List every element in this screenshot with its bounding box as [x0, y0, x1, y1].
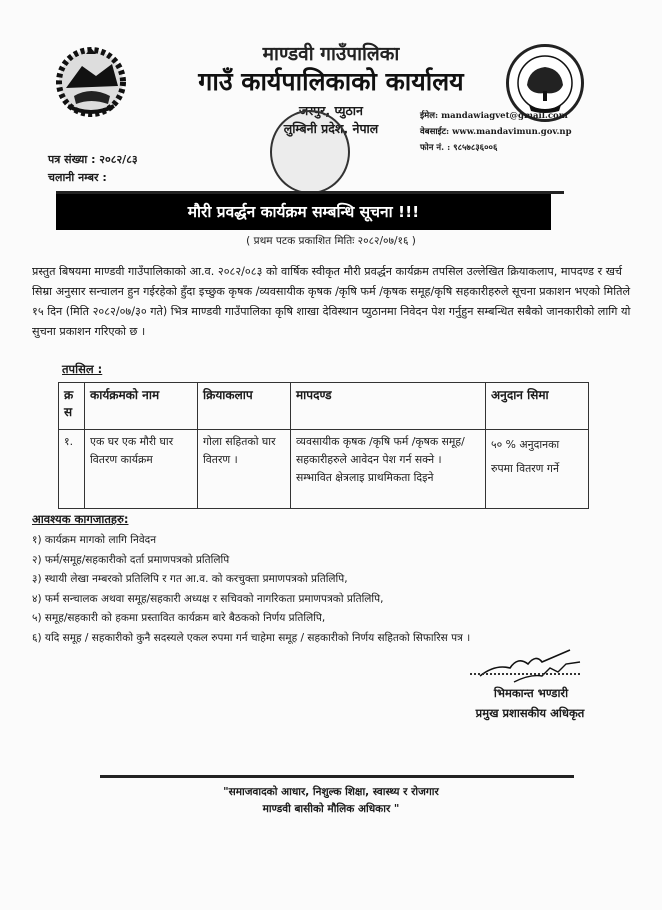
cell-serial: १.: [59, 430, 85, 509]
org-name: माण्डवी गाउँपालिका: [262, 43, 400, 65]
col-activity: क्रियाकलाप: [198, 383, 291, 430]
criteria-line-1: व्यवसायीक कृषक /कृषि फर्म /कृषक समूह/ सहकारीहरुले आवेदन पेश गर्न सक्ने ।: [296, 435, 465, 466]
document-item: ६) यदि समूह / सहकारीको कुनै सदस्यले एकल रुपमा गर्न चाहेमा समूह / सहकारीको निर्णय सहितको सिफारिस पत्र ।: [32, 631, 471, 644]
cell-subsidy: ५० % अनुदानका रुपमा वितरण गर्ने: [486, 430, 589, 509]
col-serial: क्र स: [59, 383, 85, 430]
official-stamp: [270, 110, 350, 194]
criteria-line-2: सम्भावित क्षेत्रलाइ प्राथमिकता दिइने: [296, 471, 434, 484]
office-name: गाउँ कार्यपालिकाको कार्यालय: [198, 67, 464, 96]
col-criteria: मापदण्ड: [291, 383, 486, 430]
footer-slogan-line-2: माण्डवी बासीको मौलिक अधिकार ": [262, 803, 400, 815]
address-line-2: लुम्बिनी प्रदेश, नेपाल: [283, 121, 379, 136]
document-item: ३) स्थायी लेखा नम्बरको प्रतिलिपि र गत आ.व. को करचुक्ता प्रमाणपत्रको प्रतिलिपि,: [32, 573, 348, 586]
table-row: [59, 430, 589, 509]
document-item: २) फर्म/समूह/सहकारीको दर्ता प्रमाणपत्रको प्रतिलिपि: [32, 553, 230, 566]
cell-criteria: [291, 430, 486, 509]
document-item: १) कार्यक्रम मागको लागि निवेदन: [32, 534, 157, 546]
cell-activity: गोला सहितको घार वितरण ।: [198, 430, 291, 509]
cell-program: एक घर एक मौरी घार वितरण कार्यक्रम: [85, 430, 198, 509]
program-table: [58, 382, 589, 509]
footer-divider: [100, 775, 574, 778]
signature-line: [470, 673, 580, 675]
col-subsidy-limit: अनुदान सिमा: [486, 383, 589, 430]
notice-body: प्रस्तुत बिषयमा माण्डवी गाउँपालिकाको आ.व. २०८२/०८३ को वार्षिक स्वीकृत मौरी प्रवर्द्धन कार्यक्रम तपसिल उल्लेखित क्रियाकलाप, मापदण्ड र खर्च सिम्रा अनुसार सन्चालन हुन गईरहेको हुँदा इच्छुक कृषक /व्यवसायीक कृषक /कृषि फर्म /कृषक समूह/कृषि सहकारीहरुले सूचना प्रकाशन भएको मितिले १५ दिन (मिति २०८२/०७/३० गते) भित्र माण्डवी गाउँपालिका कृषि शाखा देविस्थान प्युठानमा निवेदन पेश गर्नुहुन सम्बन्धित सबैको जानकारीको लागि यो सुचना प्रकाशन गरिएको छ ।: [32, 265, 631, 338]
notice-subtitle: ( प्रथम पटक प्रकाशित मितिः २०८२/०७/१६ ): [246, 235, 416, 247]
signatory-designation: प्रमुख प्रशासकीय अधिकृत: [475, 706, 585, 720]
required-documents-list: [32, 531, 632, 649]
col-program-name: कार्यक्रमको नाम: [85, 383, 198, 430]
address-line-1: जस्पुर, प्युठान: [299, 103, 363, 118]
email-text: ईमेल: mandawiagvet@gmail.com: [420, 111, 568, 121]
letter-number: पत्र संख्या : २०८२/८३: [48, 153, 138, 166]
website-text: वेबसाईट: www.mandavimun.gov.np: [420, 127, 572, 137]
details-heading: तपसिल :: [62, 362, 103, 376]
table-header-row: [59, 383, 589, 430]
signatory-name: भिमकान्त भण्डारी: [493, 686, 569, 700]
dispatch-number: चलानी नम्बर :: [48, 171, 107, 184]
required-documents-heading: आवश्यक कागजातहरु:: [32, 512, 129, 526]
footer-slogan-line-1: "समाजवादको आधार, निशुल्क शिक्षा, स्वास्थ्य र रोजगार: [223, 786, 439, 798]
document-item: ५) समूह/सहकारी को हकमा प्रस्तावित कार्यक्रम बारे बैठकको निर्णय प्रतिलिपि,: [32, 612, 326, 625]
handwritten-signature: [470, 646, 590, 686]
phone-text: फोन नं. : ९८५७८३६००६: [420, 143, 498, 153]
document-item: ४) फर्म सन्चालक अथवा समूह/सहकारी अध्यक्ष र सचिवको नागरिकता प्रमाणपत्रको प्रतिलिपि,: [32, 592, 384, 605]
notice-title: मौरी प्रवर्द्धन कार्यक्रम सम्बन्धि सूचना !!!: [56, 194, 551, 230]
